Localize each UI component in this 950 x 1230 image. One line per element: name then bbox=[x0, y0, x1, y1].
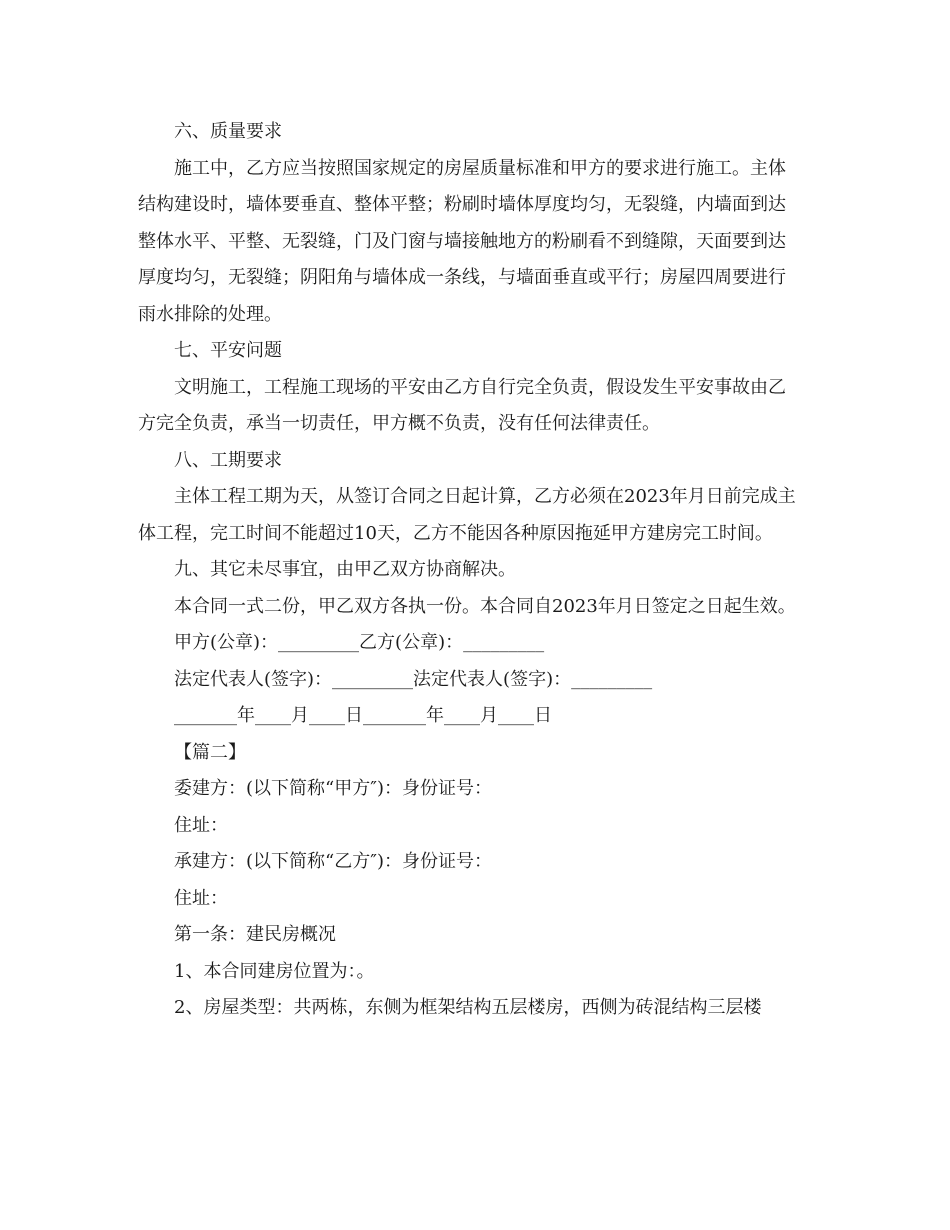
article-one-heading: 第一条：建民房概况 bbox=[174, 924, 336, 945]
article-one-item-1: 1、本合同建房位置为：。 bbox=[174, 960, 375, 982]
paragraph-schedule: 主体工程工期为天，从签订合同之日起计算，乙方必须在2023年月日前完成主体工程，完工时间不能超过10天，乙方不能因各种原因拖延甲方建房完工时间。 bbox=[138, 486, 796, 544]
section-heading-safety: 七、平安问题 bbox=[174, 340, 282, 361]
article-one-item-2: 2、房屋类型：共两栋，东侧为框架结构五层楼房，西侧为砖混结构三层楼 bbox=[174, 997, 762, 1018]
paragraph-other-matters: 九、其它未尽事宜，由甲乙双方协商解决。 bbox=[174, 559, 516, 580]
part-two-heading: 【篇二】 bbox=[174, 741, 246, 763]
section-heading-schedule: 八、工期要求 bbox=[174, 449, 282, 471]
document-body bbox=[138, 114, 803, 1027]
party-a-address: 住址： bbox=[174, 814, 228, 836]
paragraph-safety: 文明施工，工程施工现场的平安由乙方自行完全负责，假设发生平安事故由乙方完全负责，承当一切责任，甲方概不负责，没有任何法律责任。 bbox=[138, 376, 786, 434]
paragraph-contract-copies: 本合同一式二份，甲乙双方各执一份。本合同自2023年月日签定之日起生效。 bbox=[174, 595, 796, 617]
party-a-line: 委建方：(以下简称“甲方″)：身份证号： bbox=[174, 778, 492, 799]
signature-line-dates: _______年____月____日_______年____月____日 bbox=[174, 705, 552, 726]
party-b-address: 住址： bbox=[174, 887, 228, 909]
signature-line-seals: 甲方(公章)：_________乙方(公章)：_________ bbox=[174, 632, 545, 653]
paragraph-quality-requirements: 施工中，乙方应当按照国家规定的房屋质量标准和甲方的要求进行施工。主体结构建设时，墙体要垂直、整体平整；粉刷时墙体厚度均匀，无裂缝，内墙面到达整体水平、平整、无裂缝，门及门窗与墙接触地方的粉刷看不到缝隙，天面要到达厚度均匀，无裂缝；阴阳角与墙体成一条线，与墙面垂直或平行；房屋四周要进行雨水排除的处理。 bbox=[138, 157, 786, 325]
signature-line-representatives: 法定代表人(签字)：_________法定代表人(签字)：_________ bbox=[174, 668, 653, 690]
party-b-line: 承建方：(以下简称“乙方″)：身份证号： bbox=[174, 851, 492, 872]
section-heading-quality: 六、质量要求 bbox=[174, 121, 282, 142]
